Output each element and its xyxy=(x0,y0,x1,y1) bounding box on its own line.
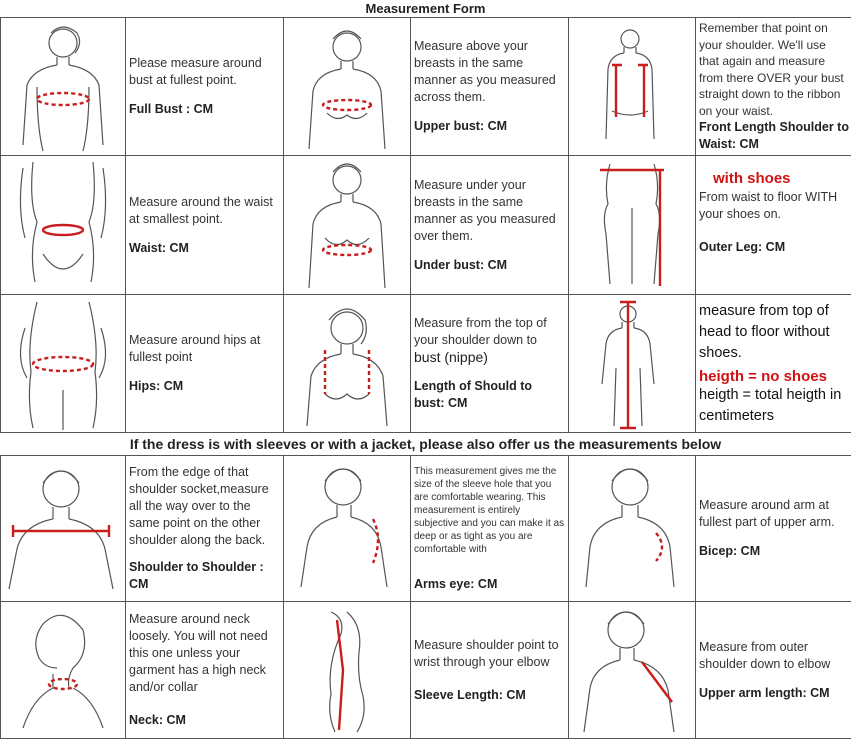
top-measurement-table xyxy=(0,17,851,433)
shoulder-to-bust-label: Length of Should to bust: CM xyxy=(414,378,566,412)
bicep-cell xyxy=(696,456,851,602)
figure-cell xyxy=(569,156,696,295)
upper-arm-length-label: Upper arm length: CM xyxy=(699,685,849,702)
sleeve-length-figure xyxy=(287,604,407,736)
arms-eye-cell xyxy=(411,456,569,602)
under-bust-cell xyxy=(411,156,569,295)
sleeves-banner: If the dress is with sleeves or with a jacket, please also offer us the measurements below xyxy=(0,432,851,456)
table-row xyxy=(1,18,851,156)
full-bust-cell xyxy=(126,18,284,156)
arms-eye-description: This measurement gives me the size of the sleeve hole that you are comfortable wearing. This measurement is entirely subjective and you can make it as deep or as tight as you are comfortable with xyxy=(414,465,566,556)
full-bust-label: Full Bust : CM xyxy=(129,101,281,118)
back-shoulder-figure xyxy=(3,459,123,599)
figure-cell xyxy=(1,295,126,433)
figure-cell xyxy=(1,602,126,739)
under-bust-description: Measure under your breasts in the same manner as you measured over them. xyxy=(414,177,566,245)
upper-bust-description: Measure above your breasts in the same manner as you measured across them. xyxy=(414,38,566,106)
neck-cell xyxy=(126,602,284,739)
shoulder-to-shoulder-label: Shoulder to Shoulder : CM xyxy=(129,559,281,593)
shoulder-to-bust-cell xyxy=(411,295,569,433)
hips-figure xyxy=(3,298,123,430)
bicep-description: Measure around arm at fullest part of upper arm. xyxy=(699,497,849,531)
height-no-shoes-note: heigth = no shoes xyxy=(699,368,849,385)
hips-description: Measure around hips at fullest point xyxy=(129,332,281,366)
upper-arm-length-cell xyxy=(696,602,851,739)
arms-eye-label: Arms eye: CM xyxy=(414,576,566,593)
sleeve-length-label: Sleeve Length: CM xyxy=(414,687,566,704)
height-description: measure from top of head to floor without shoes. xyxy=(699,301,849,364)
front-length-cell xyxy=(696,18,851,156)
front-length-figure xyxy=(572,21,692,153)
table-row xyxy=(1,456,851,602)
form-title: Measurement Form xyxy=(0,0,851,18)
waist-figure xyxy=(3,158,123,292)
table-row xyxy=(1,602,851,739)
figure-cell xyxy=(284,602,411,739)
shoulder-to-bust-description-bust: bust (nippe) xyxy=(414,349,566,366)
height-total-description: heigth = total heigth in centimeters xyxy=(699,385,849,427)
shoulder-to-bust-figure xyxy=(287,298,407,430)
waist-label: Waist: CM xyxy=(129,240,281,257)
full-bust-description: Please measure around bust at fullest point. xyxy=(129,55,281,89)
figure-cell xyxy=(284,456,411,602)
upper-arm-length-description: Measure from outer shoulder down to elbow xyxy=(699,639,849,673)
bicep-figure xyxy=(572,459,692,599)
figure-cell xyxy=(284,295,411,433)
shoulder-to-shoulder-cell xyxy=(126,456,284,602)
hips-cell xyxy=(126,295,284,433)
with-shoes-note: with shoes xyxy=(713,170,849,187)
figure-cell xyxy=(284,156,411,295)
figure-cell xyxy=(569,602,696,739)
figure-cell xyxy=(569,295,696,433)
bicep-label: Bicep: CM xyxy=(699,543,849,560)
bottom-measurement-table xyxy=(0,455,851,739)
waist-cell xyxy=(126,156,284,295)
figure-cell xyxy=(569,18,696,156)
armhole-figure xyxy=(287,459,407,599)
figure-cell xyxy=(284,18,411,156)
table-row xyxy=(1,156,851,295)
outer-leg-description: From waist to floor WITH your shoes on. xyxy=(699,189,849,223)
front-torso-bust-figure xyxy=(3,21,123,153)
figure-cell xyxy=(1,18,126,156)
neck-label: Neck: CM xyxy=(129,712,281,729)
height-figure xyxy=(572,298,692,430)
height-cell xyxy=(696,295,851,433)
sleeve-length-description: Measure shoulder point to wrist through your elbow xyxy=(414,637,566,671)
waist-description: Measure around the waist at smallest point. xyxy=(129,194,281,228)
neck-description: Measure around neck loosely. You will not need this one unless your garment has a high neck and/or collar xyxy=(129,611,281,696)
upper-bust-figure xyxy=(287,21,407,153)
sleeve-length-cell xyxy=(411,602,569,739)
neck-figure xyxy=(3,604,123,736)
upper-arm-figure xyxy=(572,604,692,736)
upper-bust-cell xyxy=(411,18,569,156)
figure-cell xyxy=(1,156,126,295)
upper-bust-label: Upper bust: CM xyxy=(414,118,566,135)
outer-leg-label: Outer Leg: CM xyxy=(699,239,849,256)
hips-label: Hips: CM xyxy=(129,378,281,395)
front-length-description: Remember that point on your shoulder. We'll use that again and measure from there OVER your bust straight down to the ribbon on your waist. xyxy=(699,20,849,119)
shoulder-to-shoulder-description: From the edge of that shoulder socket,measure all the way over to the same point on the other shoulder along the back. xyxy=(129,464,281,549)
under-bust-figure xyxy=(287,158,407,292)
table-row xyxy=(1,295,851,433)
under-bust-label: Under bust: CM xyxy=(414,257,566,274)
outer-leg-figure xyxy=(572,158,692,292)
front-length-label: Front Length Shoulder to Waist: CM xyxy=(699,119,849,153)
outer-leg-cell xyxy=(696,156,851,295)
figure-cell xyxy=(1,456,126,602)
shoulder-to-bust-description: Measure from the top of your shoulder down to xyxy=(414,315,566,349)
figure-cell xyxy=(569,456,696,602)
